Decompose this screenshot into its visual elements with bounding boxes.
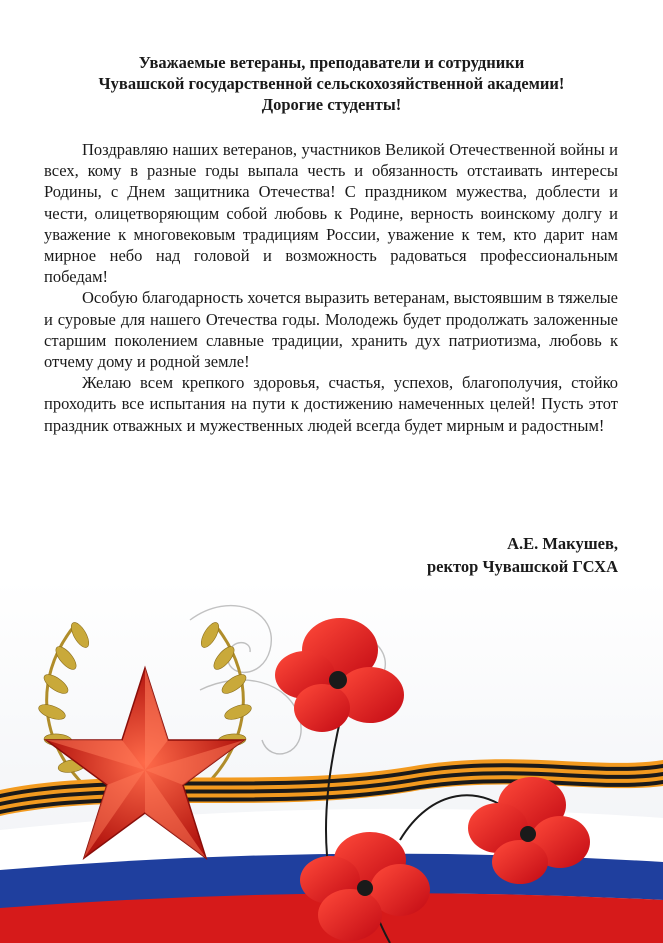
paragraph-2: Особую благодарность хочется выразить ветеранам, выстоявшим в тяжелые и суровые для нашего Отечества годы. Молодежь будет продолжать заложенные старшим поколением славные традиции, хранить дух патриотизма, любовь к отчему дому и родной земле! <box>44 288 618 372</box>
greeting-line-1: Уважаемые ветераны, преподаватели и сотрудники <box>138 53 525 72</box>
paragraph-1: Поздравляю наших ветеранов, участников Великой Отечественной войны и всех, кому в разные годы выпала честь и обязанность отстаивать интересы Родины, с Днем защитника Отечества! С праздником мужества, доблести и чести, олицетворяющим собой любовь к Родине, верность воинскому долгу и уважение к многовековым традициям России, уважение к тем, кто дарит нам мирное небо над головой и возможность радоваться профессиональным победам! <box>44 140 618 287</box>
paragraph-3: Желаю всем крепкого здоровья, счастья, успехов, благополучия, стойко проходить все испытания на пути к достижению намеченных целей! Пусть этот праздник отважных и мужественных людей всегда будет мирным и радостным! <box>44 373 618 435</box>
greeting-line-2: Чувашской государственной сельскохозяйственной академии! <box>98 74 565 93</box>
signature-name: А.Е. Макушев, <box>507 534 618 553</box>
greeting-line-3: Дорогие студенты! <box>261 95 402 114</box>
greeting-heading <box>40 52 623 115</box>
signature-title: ректор Чувашской ГСХА <box>427 557 618 576</box>
holiday-illustration <box>0 580 663 943</box>
signature-block <box>427 532 618 578</box>
letter-body <box>44 139 618 436</box>
